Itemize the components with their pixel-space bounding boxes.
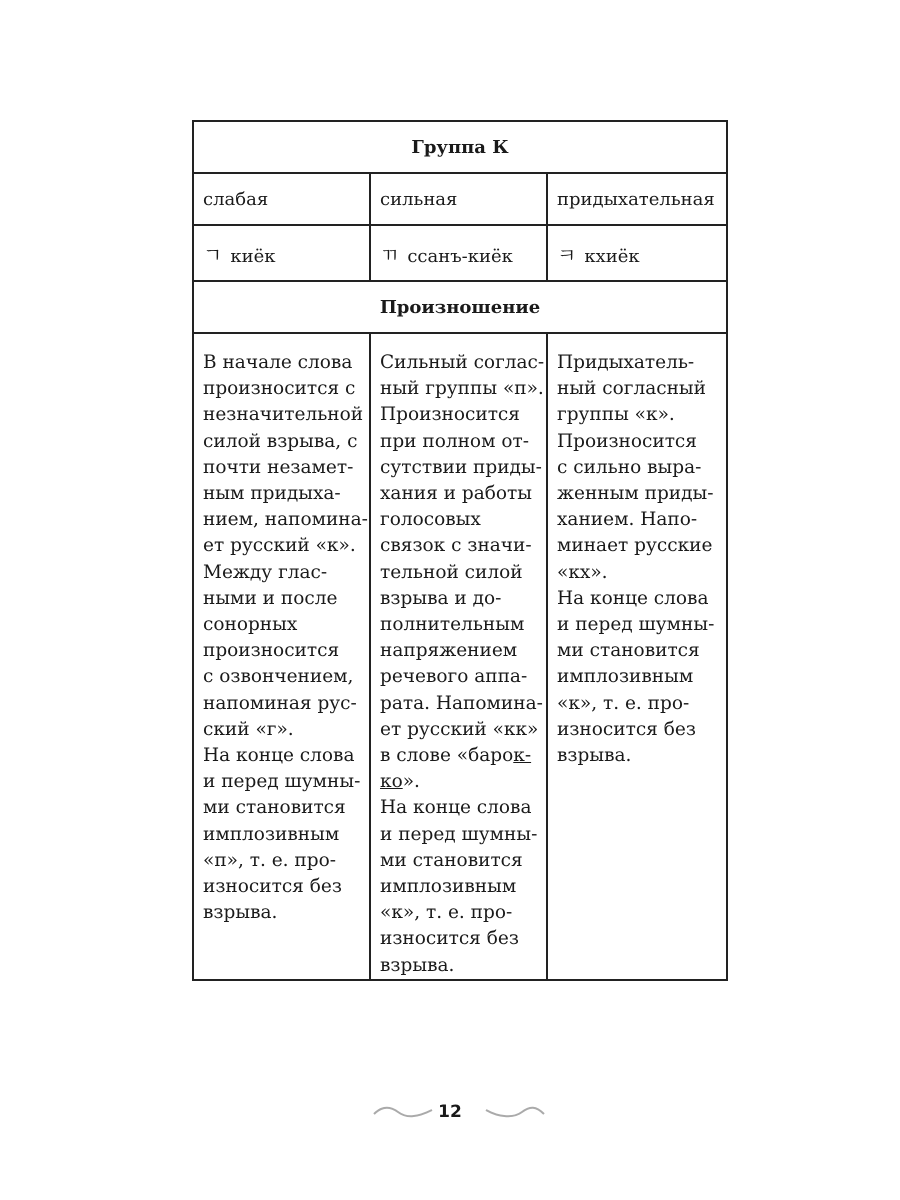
text-line: «п», т. е. про- xyxy=(203,849,336,871)
text-line: и перед шумны- xyxy=(380,823,538,845)
text-line: хания и работы xyxy=(380,483,532,505)
baroque-underlined-k: к- xyxy=(513,745,532,767)
letter-strong xyxy=(370,225,547,281)
pron-weak xyxy=(193,333,370,980)
text-line: и перед шумны- xyxy=(557,614,715,636)
text-line: нием, напомина- xyxy=(203,509,368,531)
text-line: почти незамет- xyxy=(203,456,354,478)
text-line: «кх». xyxy=(557,561,608,583)
text-line: имплозивным xyxy=(380,876,517,898)
text-line: с сильно выра- xyxy=(557,456,702,478)
consonant-table xyxy=(192,120,728,981)
text-line: ми становится xyxy=(380,849,523,871)
text-line: рата. Напомина- xyxy=(380,692,543,714)
text-line: взрыва. xyxy=(380,954,455,976)
text-line: ными и после xyxy=(203,587,338,609)
type-strong: сильная xyxy=(370,173,547,225)
text-line: ный согласный xyxy=(557,378,706,400)
text-line: На конце слова xyxy=(380,797,532,819)
text-line: На конце слова xyxy=(557,587,709,609)
text-line: «к», т. е. про- xyxy=(557,692,690,714)
text-line: сонорных xyxy=(203,614,298,636)
letter-name: киёк xyxy=(230,245,276,267)
pronunciation-header: Произношение xyxy=(193,281,727,333)
text-line: женным приды- xyxy=(557,483,714,505)
text-line: ным придыха- xyxy=(203,483,341,505)
text-line: имплозивным xyxy=(203,823,340,845)
text-line: минает русские xyxy=(557,535,713,557)
text-line: «к», т. е. про- xyxy=(380,902,513,924)
text-line xyxy=(380,769,538,795)
page-footer xyxy=(0,1100,900,1130)
pron-strong xyxy=(370,333,547,980)
baroque-underlined-ko: ко xyxy=(380,771,403,793)
text-line: при полном от- xyxy=(380,430,529,452)
text-line: с озвончением, xyxy=(203,666,354,688)
baroque-prefix: в слове «баро xyxy=(380,745,514,767)
text-line: тельной силой xyxy=(380,561,523,583)
text-line: взрыва и до- xyxy=(380,587,502,609)
text-line: сутствии приды- xyxy=(380,456,542,478)
text-line: связок с значи- xyxy=(380,535,532,557)
text-line: износится без xyxy=(380,928,519,950)
type-weak: слабая xyxy=(193,173,370,225)
text-line: взрыва. xyxy=(557,745,632,767)
text-line: незначительной xyxy=(203,404,364,426)
letter-weak xyxy=(193,225,370,281)
text-line: силой взрыва, с xyxy=(203,430,358,452)
text-line: ми становится xyxy=(557,640,700,662)
type-aspirated: придыхательная xyxy=(547,173,727,225)
page-number: 12 xyxy=(438,1102,462,1122)
text-line: Сильный соглас- xyxy=(380,352,545,373)
right-wave-ornament xyxy=(484,1104,546,1120)
text-line: и перед шумны- xyxy=(203,771,361,793)
text-line: голосовых xyxy=(380,509,481,531)
text-line: ханием. Напо- xyxy=(557,509,698,531)
table-title: Группа К xyxy=(193,121,727,173)
text-line xyxy=(380,743,538,769)
text-line: ет русский «к». xyxy=(203,535,356,557)
text-line: произносится с xyxy=(203,378,356,400)
text-line: взрыва. xyxy=(203,902,278,924)
text-line: Произносится xyxy=(557,430,697,452)
jamo-glyph: ㅋ xyxy=(557,242,577,267)
text-line: В начале слова xyxy=(203,352,353,373)
text-line: На конце слова xyxy=(203,745,355,767)
text-line: износится без xyxy=(557,718,696,740)
text-line: имплозивным xyxy=(557,666,694,688)
text-line: Между глас- xyxy=(203,561,328,583)
text-line: ет русский «кк» xyxy=(380,718,539,740)
text-line: речевого аппа- xyxy=(380,666,528,688)
jamo-glyph: ㄲ xyxy=(380,242,400,267)
pron-aspirated xyxy=(547,333,727,980)
text-line: Произносится xyxy=(380,404,520,426)
text-line: напряжением xyxy=(380,640,518,662)
text-line: ми становится xyxy=(203,797,346,819)
text-line: ный группы «п». xyxy=(380,378,544,400)
text-line: износится без xyxy=(203,876,342,898)
letter-name: ссанъ-киёк xyxy=(407,245,513,267)
text-line: Придыхатель- xyxy=(557,352,695,373)
text-line: полнительным xyxy=(380,614,525,636)
baroque-suffix: ». xyxy=(402,771,420,793)
letter-name: кхиёк xyxy=(584,245,640,267)
text-line: ский «г». xyxy=(203,718,294,740)
text-line: произносится xyxy=(203,640,340,662)
letter-aspirated xyxy=(547,225,727,281)
jamo-glyph: ㄱ xyxy=(203,242,223,267)
text-line: напоминая рус- xyxy=(203,692,357,714)
text-line: группы «к». xyxy=(557,404,675,426)
